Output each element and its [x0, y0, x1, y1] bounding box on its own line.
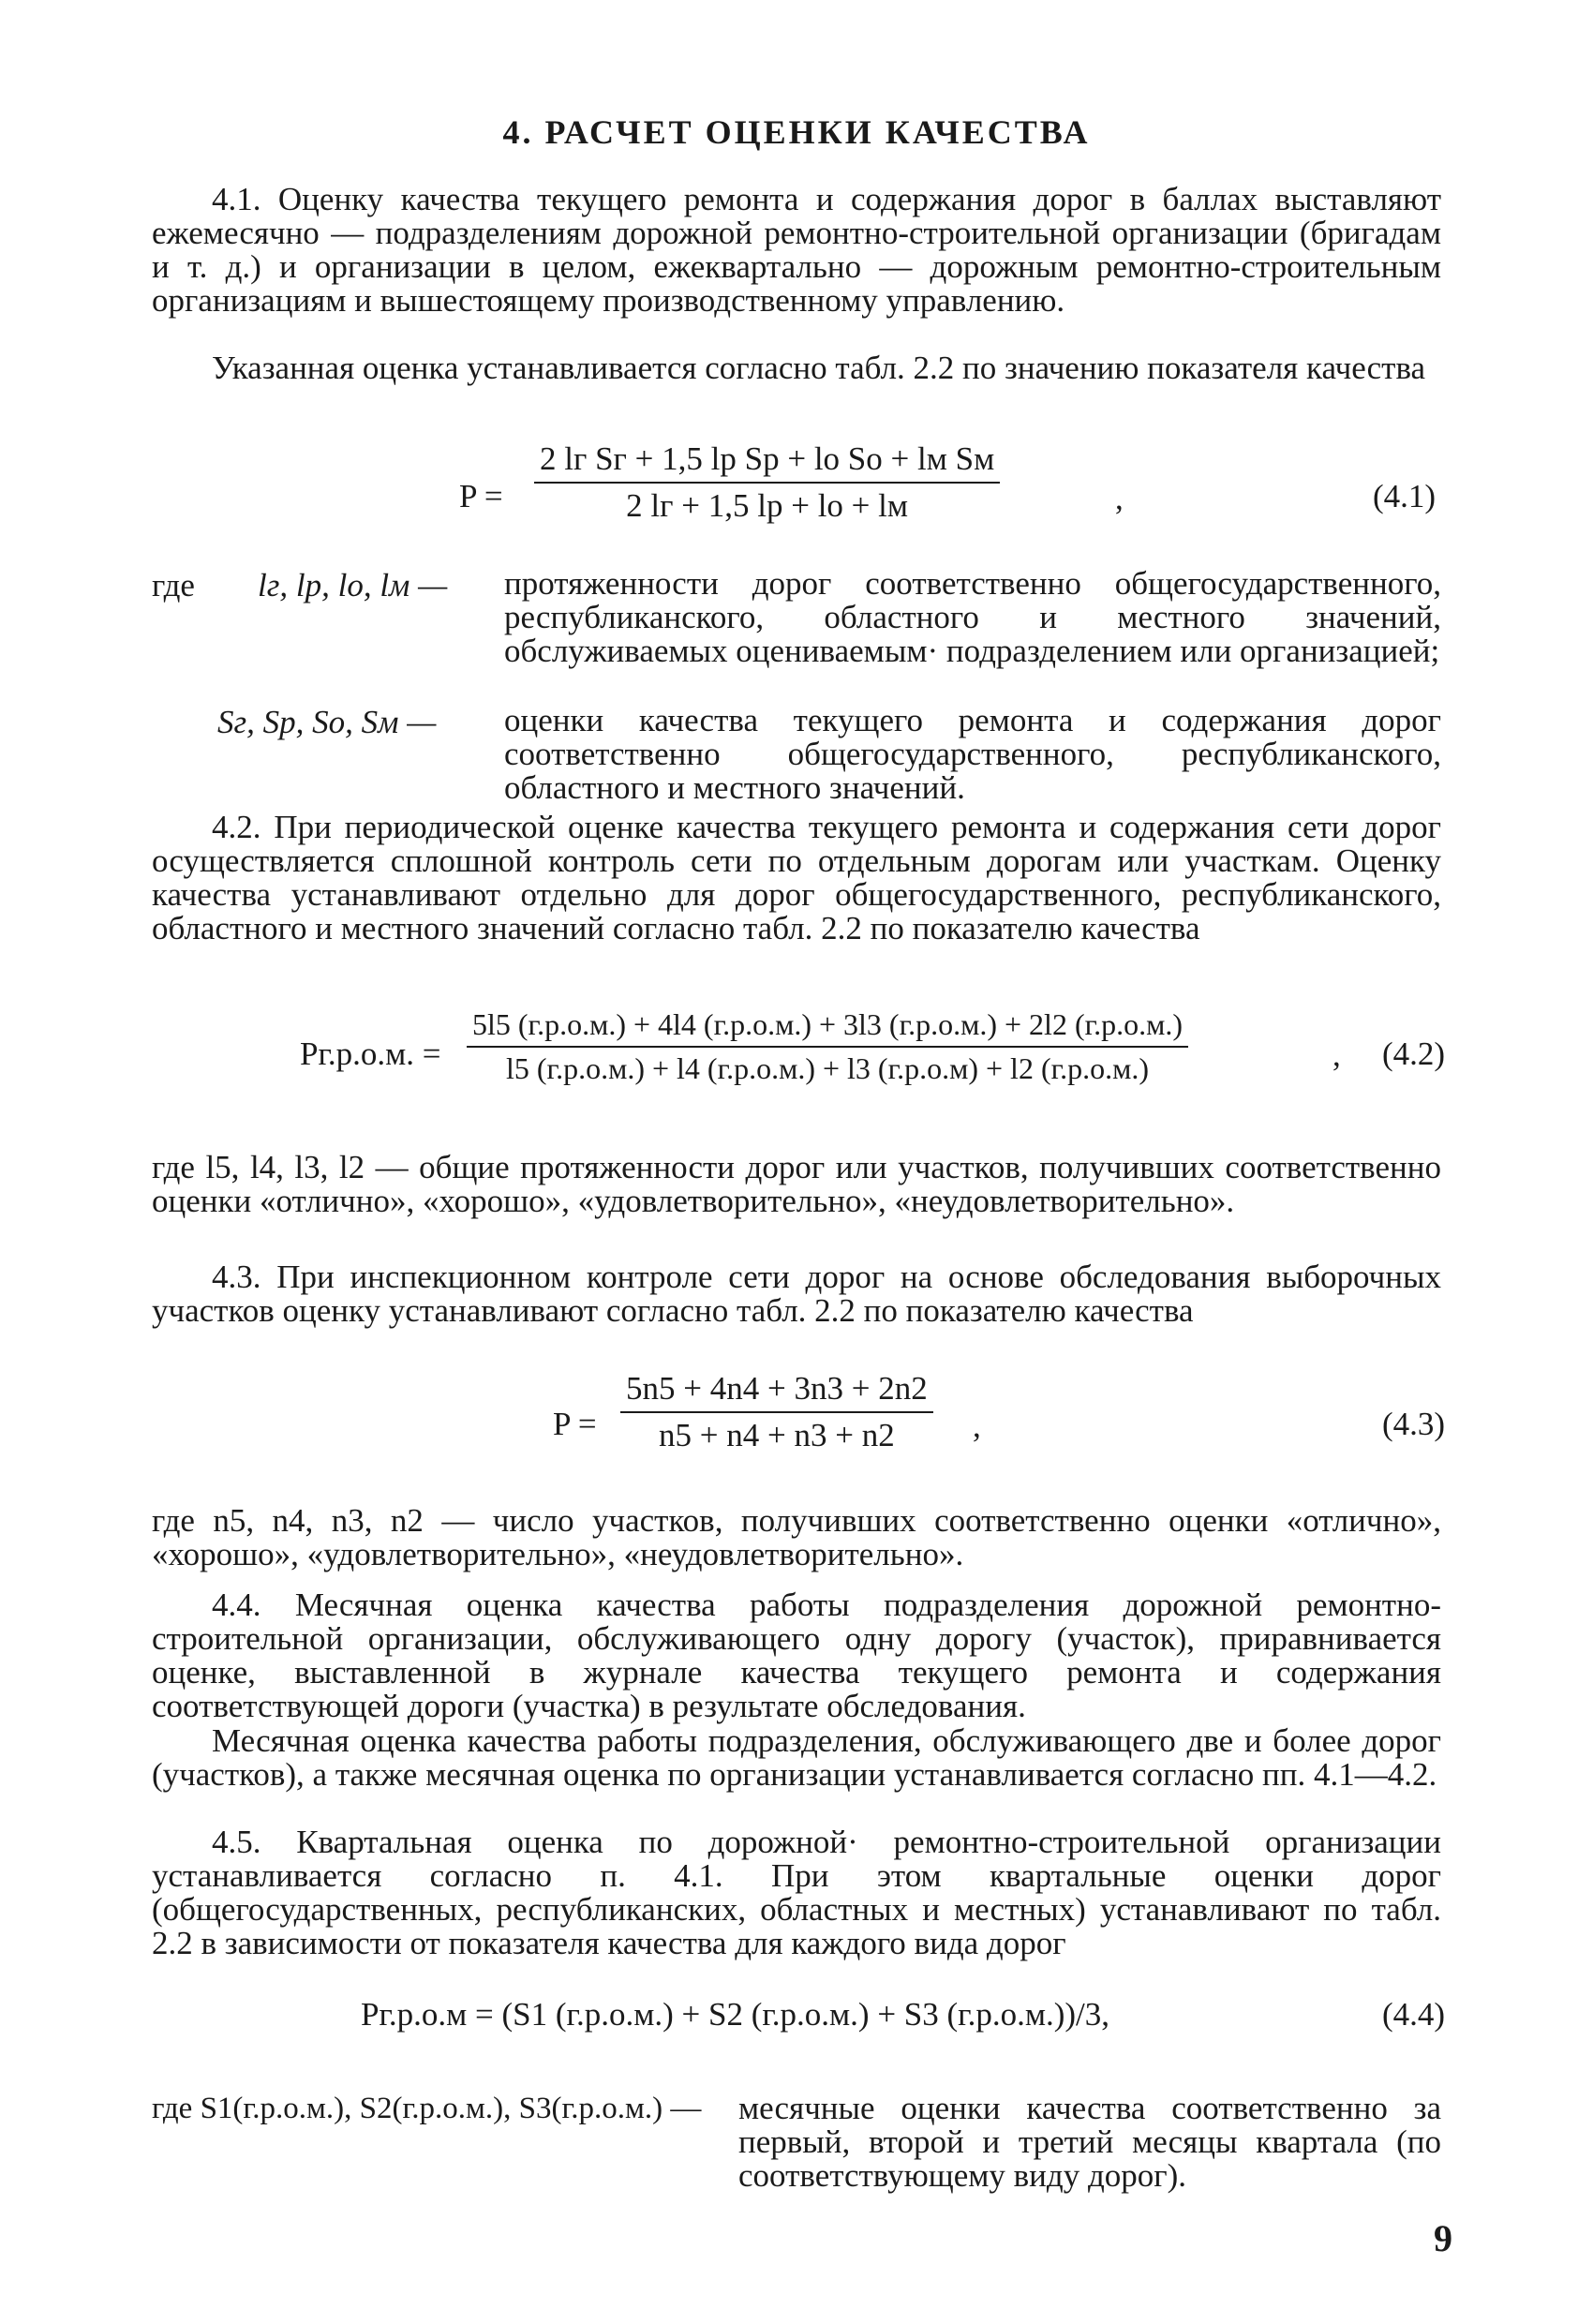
formula-4-2-denominator: l5 (г.р.о.м.) + l4 (г.р.о.м.) + l3 (г.р.о.м) + l2 (г.р.о.м.) — [506, 1051, 1150, 1085]
formula-4-4-number: (4.4) — [1382, 1996, 1446, 2033]
where-label: где — [152, 567, 195, 603]
symbols-s123: где S1(г.р.о.м.), S2(г.р.о.м.), S3(г.р.о.м.) — — [152, 2092, 702, 2125]
paragraph-4-5: 4.5. Квартальная оценка по дорожной· ремонтно-строительной организации устанавливается согласно п. 4.1. При этом квартальные оценки дорог (общегосударственных, республиканских, областных и местных) устанавливают по табл. 2.2 в зависимости от показателя качества для каждого вида дорог — [152, 1824, 1441, 1961]
symbols-s: Sг, Sр, Sо, Sм — — [217, 704, 437, 740]
formula-4-3-denominator: n5 + n4 + n3 + n2 — [659, 1417, 895, 1453]
formula-4-2-numerator: 5l5 (г.р.о.м.) + 4l4 (г.р.о.м.) + 3l3 (г.р.о.м.) + 2l2 (г.р.о.м.) — [467, 1007, 1188, 1048]
paragraph-4-1: 4.1. Оценку качества текущего ремонта и содержания дорог в баллах выставляют ежемесячно — подразделениям дорожной ремонтно-строительной организации (бригадам и т. д.) и организации в целом, ежеквартально — дорожным ремонтно-строительным организациям и вышестоящему производственному управлению. — [152, 181, 1441, 319]
symbols-l: lг, lр, lо, lм — — [258, 567, 448, 603]
where-block-2: где l5, l4, l3, l2 — общие протяженности дорог или участков, получивших соответственно оценки «отлично», «хорошо», «удовлетворительно», «неудовлетворительно». — [152, 1149, 1441, 1219]
definition-s123: месячные оценки качества соответственно за первый, второй и третий месяцы квартала (по соответствующему виду дорог). — [738, 2090, 1441, 2194]
formula-4-1-denominator: 2 lг + 1,5 lр + lо + lм — [626, 487, 909, 524]
section-heading: 4. РАСЧЕТ ОЦЕНКИ КАЧЕСТВА — [502, 113, 1091, 151]
paragraph-4-2: 4.2. При периодической оценке качества текущего ремонта и содержания сети дорог осуществляется сплошной контроль сети по отдельным дорогам или участкам. Оценку качества устанавливают отдельно для дорог общегосударственного, республиканского, областного и местного значений согласно табл. 2.2 по показателю качества — [152, 809, 1441, 946]
where-block-3: где n5, n4, n3, n2 — число участков, получивших соответственно оценки «отлично», «хорошо», «удовлетворительно», «неудовлетворительно». — [152, 1502, 1441, 1572]
formula-4-1-comma: , — [1115, 480, 1124, 516]
formula-4-1-numerator: 2 lг Sг + 1,5 lр Sр + lо Sо + lм Sм — [534, 440, 1000, 484]
paragraph-4-3: 4.3. При инспекционном контроле сети дорог на основе обследования выборочных участков оценку устанавливают согласно табл. 2.2 по показателю качества — [152, 1259, 1441, 1329]
formula-4-3-comma: , — [973, 1408, 981, 1444]
formula-4-2-comma: , — [1332, 1036, 1341, 1073]
formula-4-1-fraction — [534, 440, 1000, 525]
paragraph-4-1-continued: Указанная оценка устанавливается согласно табл. 2.2 по значению показателя качества — [212, 350, 1426, 386]
definition-s: оценки качества текущего ремонта и содержания дорог соответственно общегосударственного, республиканского, областного и местного значений. — [504, 702, 1441, 806]
formula-4-2-number: (4.2) — [1382, 1035, 1446, 1072]
definition-l: протяженности дорог соответственно общегосударственного, республиканского, областного и местного значений, обслуживаемых оцениваемым· подразделением или организацией; — [504, 565, 1441, 669]
formula-4-2-lhs: Pг.р.о.м. = — [300, 1035, 441, 1072]
formula-4-3-number: (4.3) — [1382, 1406, 1446, 1442]
formula-4-4: Pг.р.о.м = (S1 (г.р.о.м.) + S2 (г.р.о.м.) + S3 (г.р.о.м.))/3, — [361, 1996, 1110, 2033]
formula-4-3-fraction — [620, 1370, 933, 1454]
formula-4-1-lhs: P = — [459, 478, 503, 514]
page-number: 9 — [1434, 2217, 1452, 2259]
paragraph-4-4: 4.4. Месячная оценка качества работы подразделения дорожной ремонтно-строительной организации, обслуживающего одну дорогу (участок), приравнивается оценке, выставленной в журнале качества текущего ремонта и содержания соответствующей дороги (участка) в результате обследования. — [152, 1587, 1441, 1724]
formula-4-3-numerator: 5n5 + 4n4 + 3n3 + 2n2 — [620, 1370, 933, 1413]
formula-4-3-lhs: P = — [553, 1406, 597, 1442]
formula-4-2-fraction — [467, 1007, 1188, 1086]
formula-4-1-number: (4.1) — [1373, 478, 1437, 514]
paragraph-4-4-continued: Месячная оценка качества работы подразделения, обслуживающего две и более дорог (участков), а также месячная оценка по организации устанавливается согласно пп. 4.1—4.2. — [152, 1722, 1441, 1793]
